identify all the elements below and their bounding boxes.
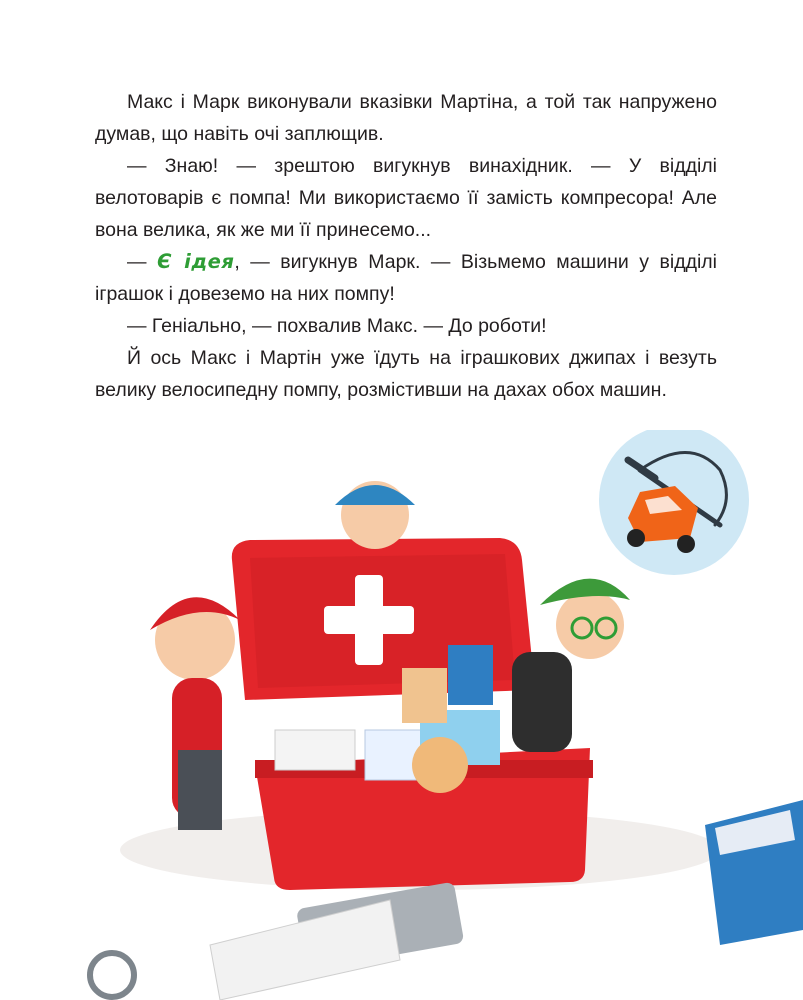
- first-aid-kit-illustration: [0, 430, 803, 1000]
- kid-left: [150, 597, 240, 830]
- paragraph-5: Й ось Макс і Мартін уже їдуть на іграшкових джипах і везуть велику велосипедну помпу, розмістивши на дахах обох машин.: [95, 347, 717, 401]
- paragraph-3: [95, 246, 717, 310]
- paragraph-3-suffix: , — вигукнув Марк. — Візьмемо машини у відділі іграшок і довеземо на них помпу!: [95, 251, 717, 305]
- paragraph-4: — Геніально, — похвалив Макс. — До роботи!: [127, 315, 547, 337]
- story-text: [95, 86, 717, 406]
- idea-highlight: Є ідея: [157, 250, 235, 273]
- kid-right: [512, 579, 630, 752]
- medicine-box-icon: [705, 800, 803, 945]
- paragraph-1: Макс і Марк виконували вказівки Мартіна, а той так напружено думав, що навіть очі заплющив.: [95, 91, 717, 145]
- paragraph-2: — Знаю! — зрештою вигукнув винахідник. — У відділі велотоварів є помпа! Ми використаємо її замість компресора! Але вона велика, як же ми її принесемо...: [95, 155, 717, 241]
- scissors-icon: [90, 953, 134, 997]
- paragraph-3-prefix: —: [127, 251, 157, 273]
